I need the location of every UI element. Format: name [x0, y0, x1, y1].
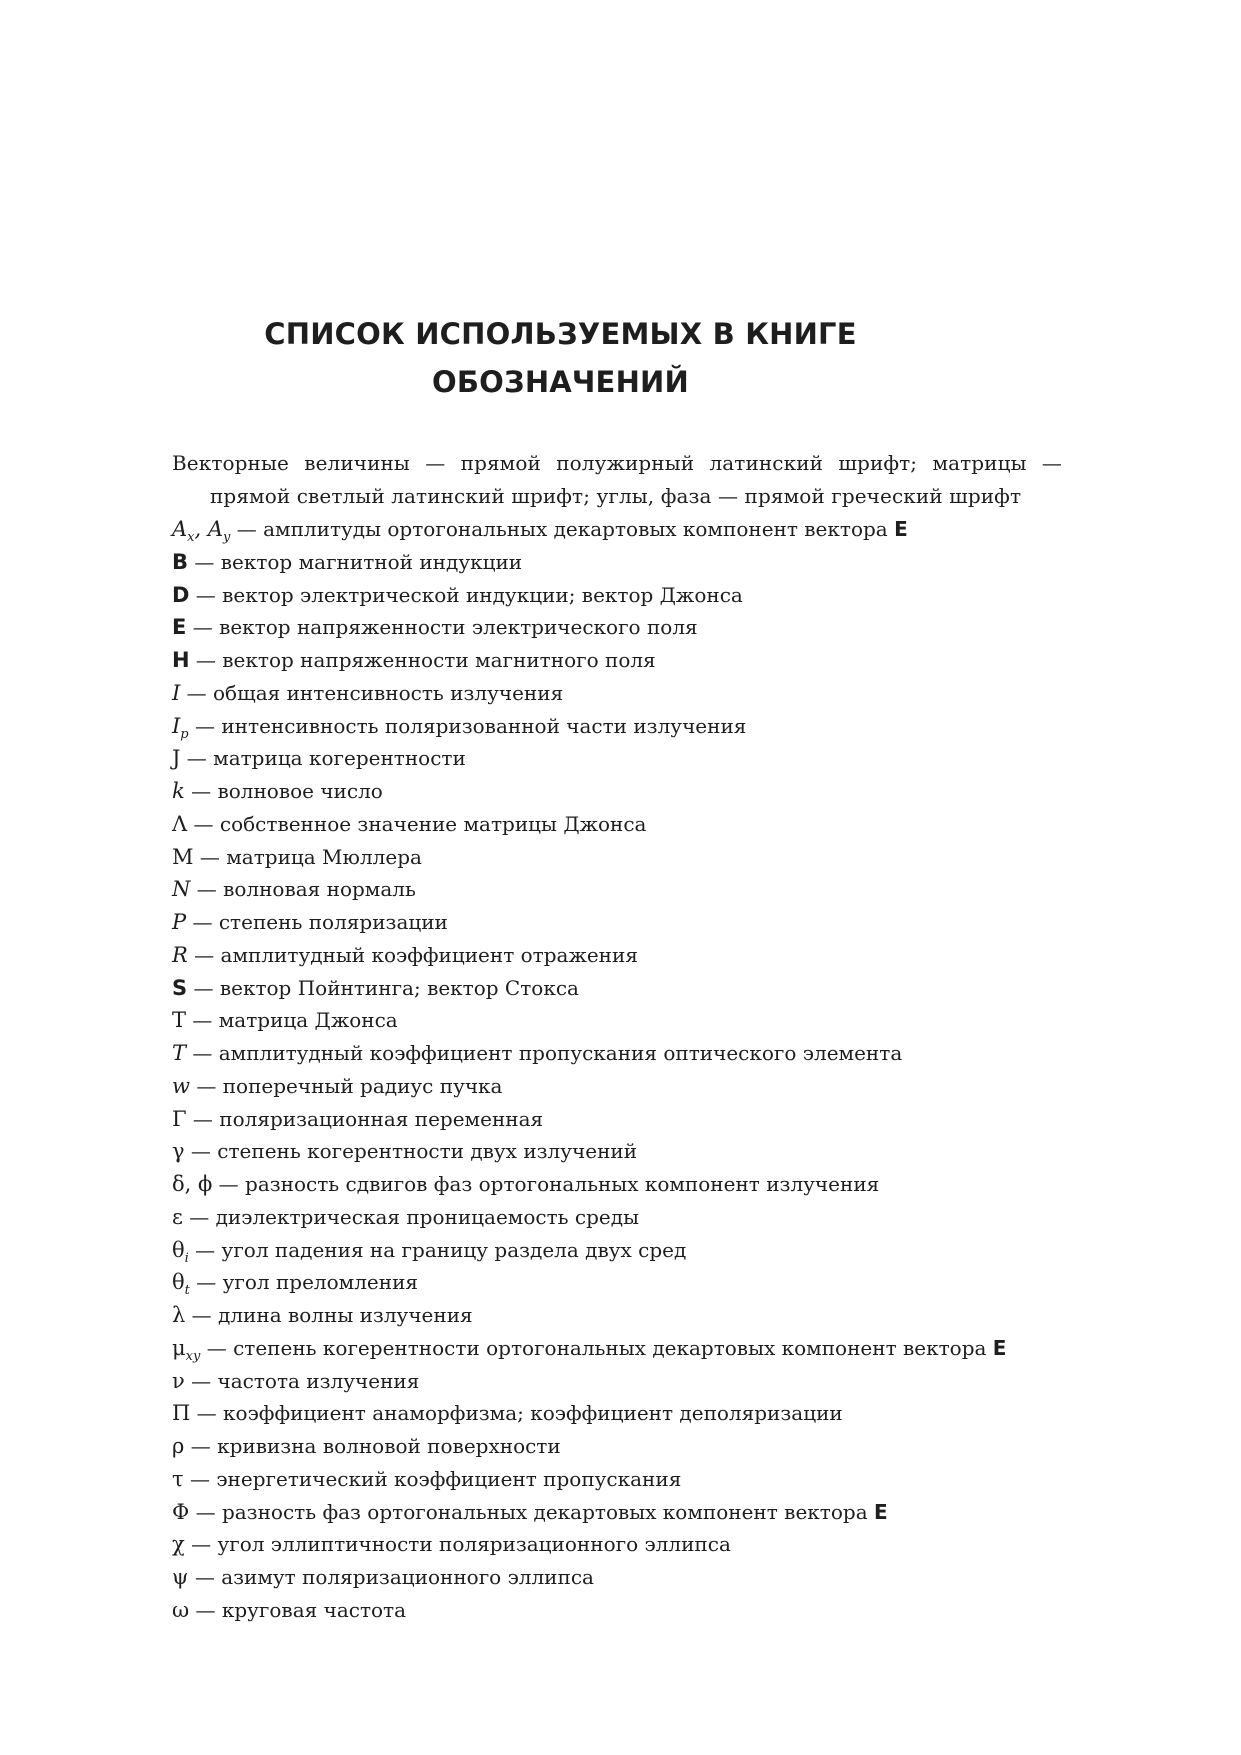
em-dash: — — [189, 1499, 222, 1524]
em-dash: — — [189, 582, 223, 607]
notation-symbol — [172, 1369, 185, 1393]
symbol-subscript: i — [184, 1250, 189, 1266]
symbol-text: ρ — [172, 1434, 185, 1458]
notation-entry — [172, 513, 1072, 546]
notation-description: круговая частота — [221, 1597, 407, 1622]
symbol-text: H — [172, 648, 190, 672]
notation-description: поперечный радиус пучка — [222, 1073, 503, 1098]
notation-symbol — [172, 1139, 185, 1163]
notation-entry — [172, 1496, 1072, 1529]
notation-description: вектор магнитной индукции — [220, 549, 523, 574]
symbol-text: P — [172, 910, 187, 934]
notation-description: вектор электрической индукции; вектор Джонса — [222, 582, 743, 607]
notation-entry — [172, 1561, 1072, 1594]
em-dash: — — [200, 1335, 234, 1360]
notation-description: матрица Мюллера — [226, 844, 422, 869]
notation-symbol — [172, 713, 189, 742]
notation-entry — [172, 1528, 1072, 1561]
notation-entry — [172, 742, 1072, 775]
em-dash: — — [186, 615, 220, 640]
symbol-text: D — [172, 582, 190, 607]
symbol-text: μ — [172, 1335, 186, 1360]
notation-entry — [172, 1004, 1072, 1037]
symbol-text: M — [172, 844, 194, 869]
notation-description: разность сдвигов фаз ортогональных компонент излучения — [245, 1172, 880, 1196]
notation-entry — [172, 1332, 1072, 1365]
em-dash: — — [183, 1466, 217, 1491]
em-dash: — — [187, 942, 221, 967]
notation-description: волновая нормаль — [223, 877, 416, 902]
em-dash: — — [180, 746, 214, 771]
notation-symbol — [172, 1401, 190, 1425]
page-title — [160, 310, 961, 406]
symbol-text: λ — [172, 1303, 186, 1327]
symbol-text: A — [172, 517, 188, 541]
symbol-text: J — [172, 746, 181, 771]
notation-description: угол преломления — [222, 1270, 419, 1295]
symbol-text: ε — [172, 1204, 183, 1229]
notation-entry — [172, 1201, 1072, 1234]
symbol-subscript: x — [187, 530, 195, 546]
notation-symbol — [172, 648, 190, 672]
notation-description: энергетический коэффициент пропускания — [216, 1466, 682, 1491]
notation-entry — [172, 1135, 1072, 1168]
em-dash: — — [188, 713, 222, 738]
symbol-text: θ — [172, 1270, 185, 1295]
symbol-subscript: p — [180, 726, 189, 742]
symbol-text: N — [172, 877, 191, 902]
em-dash: — — [186, 910, 219, 934]
em-dash: — — [185, 1303, 219, 1327]
em-dash: — — [186, 1008, 219, 1033]
notation-symbol — [172, 1500, 189, 1524]
em-dash: — — [190, 877, 224, 902]
notation-description: амплитудный коэффициент отражения — [220, 942, 638, 967]
em-dash: — — [187, 975, 220, 1000]
notation-entry — [172, 1299, 1072, 1332]
notation-description: амплитуды ортогональных декартовых компонент вектора — [263, 517, 895, 541]
notation-entry — [172, 677, 1072, 710]
symbol-text: χ — [172, 1532, 185, 1557]
em-dash: — — [190, 1401, 224, 1426]
notation-entry — [172, 579, 1072, 612]
notation-symbol — [172, 877, 190, 901]
notation-entry — [172, 906, 1072, 939]
em-dash: — — [184, 1434, 218, 1458]
notation-description: волновое число — [217, 779, 383, 803]
notation-entry — [172, 873, 1072, 906]
notation-description: вектор напряженности электрического поля — [219, 615, 698, 640]
notation-description: общая интенсивность излучения — [213, 680, 564, 705]
notation-entry — [172, 1594, 1072, 1627]
symbol-text: θ — [172, 1237, 185, 1262]
symbol-text: T — [172, 1008, 187, 1033]
notation-symbol — [172, 1303, 185, 1327]
notation-entry — [172, 546, 1072, 579]
vector-symbol: E — [894, 517, 908, 541]
notation-description: матрица Джонса — [218, 1008, 398, 1033]
notation-description: вектор напряженности магнитного поля — [222, 648, 656, 672]
notation-symbol — [172, 1532, 185, 1556]
notation-entry — [172, 1037, 1072, 1070]
notation-entry — [172, 1266, 1072, 1299]
symbol-text: w — [172, 1073, 190, 1098]
em-dash: — — [189, 1073, 223, 1098]
symbol-text: τ — [172, 1466, 184, 1491]
notation-description: степень когерентности ортогональных декартовых компонент вектора — [233, 1335, 993, 1360]
notation-symbol — [172, 1237, 189, 1266]
em-dash: — — [184, 1532, 218, 1557]
notation-entry — [172, 1168, 1072, 1201]
em-dash: — — [212, 1172, 246, 1196]
notation-entry — [172, 939, 1072, 972]
notation-entry — [172, 644, 1072, 677]
notation-description: угол эллиптичности поляризационного эллипса — [217, 1532, 731, 1557]
symbol-text: ω — [172, 1597, 190, 1622]
symbol-text-2: , A — [194, 517, 224, 541]
notation-symbol — [172, 615, 186, 639]
intro-paragraph — [172, 447, 1062, 513]
notation-symbol — [172, 943, 188, 967]
symbol-subscript-2: y — [223, 530, 231, 546]
notation-symbol — [172, 1598, 189, 1622]
symbol-text: ψ — [172, 1565, 189, 1589]
notation-symbol — [172, 1074, 190, 1098]
notation-symbol — [172, 812, 187, 836]
notation-description: поляризационная переменная — [219, 1106, 544, 1131]
notation-symbol — [172, 1107, 187, 1131]
notation-symbol — [172, 1008, 186, 1032]
notation-entry — [172, 1463, 1072, 1496]
em-dash: — — [193, 844, 227, 869]
symbol-text: E — [172, 615, 187, 640]
notation-symbol — [172, 517, 231, 546]
notation-symbol — [172, 1565, 188, 1589]
notation-entry — [172, 972, 1072, 1005]
notation-entry — [172, 1365, 1072, 1398]
title-line-1: СПИСОК ИСПОЛЬЗУЕМЫХ В КНИГЕ — [264, 317, 857, 351]
em-dash: — — [184, 1139, 218, 1164]
symbol-text: δ, ϕ — [172, 1172, 213, 1196]
notation-description: степень когерентности двух излучений — [217, 1139, 638, 1164]
em-dash: — — [189, 1270, 223, 1295]
symbol-text: R — [172, 942, 188, 967]
notation-description: длина волны излучения — [218, 1303, 473, 1327]
vector-symbol: E — [873, 1499, 888, 1524]
em-dash: — — [186, 1106, 220, 1131]
notation-description: частота излучения — [217, 1368, 420, 1393]
em-dash: — — [184, 1368, 218, 1393]
notation-symbol — [172, 550, 188, 574]
notation-description: степень поляризации — [218, 910, 448, 934]
symbol-text: k — [172, 779, 185, 803]
em-dash: — — [230, 517, 264, 541]
notation-entry — [172, 710, 1072, 743]
notation-symbol — [172, 1270, 190, 1299]
symbol-text: Γ — [172, 1106, 187, 1131]
intro-line-1: Векторные величины — прямой полужирный латинский шрифт; матрицы — — [172, 451, 1062, 475]
notation-description: диэлектрическая проницаемость среды — [215, 1204, 639, 1229]
symbol-text: Φ — [172, 1499, 190, 1524]
em-dash: — — [187, 811, 220, 836]
notation-description: вектор Пойнтинга; вектор Стокса — [219, 975, 579, 1000]
notation-symbol — [172, 583, 189, 607]
title-line-2: ОБОЗНАЧЕНИЙ — [432, 365, 689, 399]
notation-description: кривизна волновой поверхности — [217, 1434, 561, 1458]
em-dash: — — [186, 1041, 219, 1065]
notation-entry — [172, 611, 1072, 644]
em-dash: — — [182, 1204, 216, 1229]
vector-symbol: E — [992, 1335, 1007, 1360]
notation-entry — [172, 775, 1072, 808]
symbol-text: I — [172, 713, 181, 738]
notation-symbol — [172, 1205, 183, 1229]
notation-symbol — [172, 1172, 212, 1196]
symbol-text: Λ — [172, 811, 188, 836]
em-dash: — — [189, 1597, 222, 1622]
notation-entry — [172, 808, 1072, 841]
notation-list — [172, 513, 1072, 1627]
em-dash: — — [189, 648, 223, 672]
notation-entry — [172, 1070, 1072, 1103]
notation-symbol — [172, 1467, 184, 1491]
notation-symbol — [172, 1335, 201, 1364]
notation-description: коэффициент анаморфизма; коэффициент деполяризации — [223, 1401, 843, 1426]
notation-description: интенсивность поляризованной части излучения — [221, 713, 747, 738]
notation-description: амплитудный коэффициент пропускания оптического элемента — [218, 1041, 903, 1065]
notation-symbol — [172, 779, 185, 803]
notation-description: разность фаз ортогональных декартовых компонент вектора — [221, 1499, 874, 1524]
notation-symbol — [172, 845, 194, 869]
symbol-text: B — [172, 549, 189, 574]
symbol-text: γ — [172, 1139, 185, 1164]
symbol-text: T — [172, 1041, 187, 1065]
symbol-subscript: t — [184, 1283, 190, 1299]
notation-symbol — [172, 976, 187, 1000]
notation-symbol — [172, 1041, 186, 1065]
em-dash: — — [180, 680, 214, 705]
symbol-text: S — [172, 975, 188, 1000]
em-dash: — — [188, 1237, 222, 1262]
em-dash: — — [188, 549, 221, 574]
notation-entry — [172, 1397, 1072, 1430]
intro-line-2: прямой светлый латинский шрифт; углы, фаза — прямой греческий шрифт — [210, 484, 1022, 508]
notation-description: угол падения на границу раздела двух сред — [221, 1237, 687, 1262]
notation-description: собственное значение матрицы Джонса — [219, 811, 647, 836]
notation-description: матрица когерентности — [213, 746, 466, 771]
notation-entry — [172, 1103, 1072, 1136]
em-dash: — — [188, 1565, 222, 1589]
symbol-text: I — [172, 680, 181, 705]
symbol-text: Π — [172, 1401, 191, 1426]
notation-entry — [172, 1234, 1072, 1267]
em-dash: — — [184, 779, 218, 803]
notation-symbol — [172, 910, 186, 934]
symbol-subscript: xy — [185, 1348, 201, 1364]
notation-entry — [172, 841, 1072, 874]
symbol-text: ν — [172, 1368, 185, 1393]
notation-entry — [172, 1430, 1072, 1463]
notation-symbol — [172, 1434, 184, 1458]
notation-description: азимут поляризационного эллипса — [221, 1565, 594, 1589]
